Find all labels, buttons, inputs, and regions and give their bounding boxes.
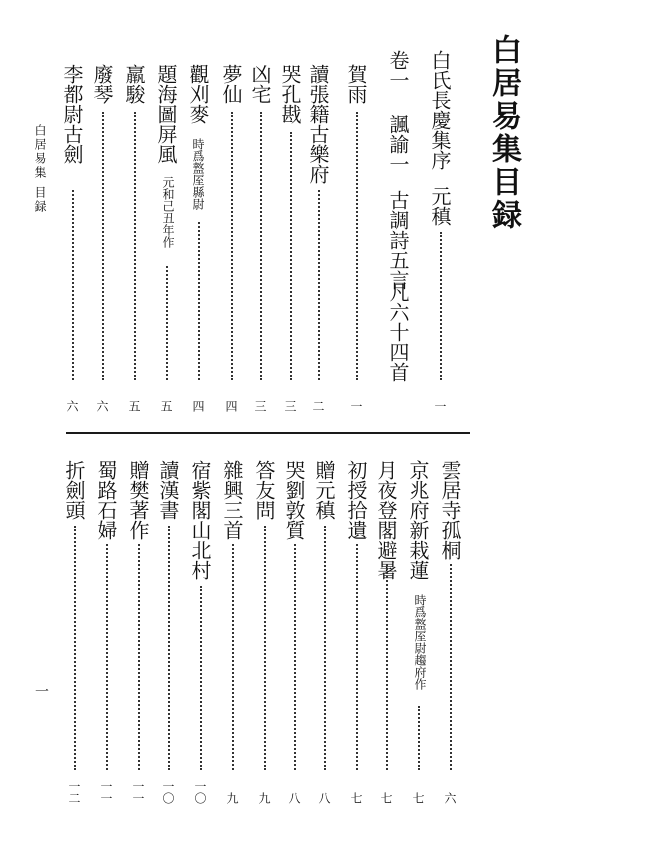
entry-page: 一〇: [193, 780, 207, 804]
preface-leader: [440, 232, 442, 380]
preface-page: 一: [433, 400, 447, 412]
juan-form: 古調詩五言: [386, 190, 410, 290]
entry-leader: [260, 112, 262, 380]
entry-page: 五: [159, 400, 173, 412]
entry-page: 八: [317, 792, 331, 804]
entry-title: 贈樊著作: [126, 460, 150, 540]
entry-page: 四: [224, 400, 238, 412]
juan-count: 凡六十四首: [386, 282, 410, 382]
entry-page: 九: [257, 792, 271, 804]
entry-page: 三: [283, 400, 297, 412]
entry-title: 凶宅: [248, 64, 272, 104]
entry-leader: [294, 544, 296, 770]
entry-leader: [134, 112, 136, 380]
entry-page: 六: [65, 400, 79, 412]
entry-title: 雜興三首: [220, 460, 244, 540]
entry-page: 一: [349, 400, 363, 412]
entry-page: 一一: [131, 780, 145, 804]
entry-page: 一二: [67, 780, 81, 804]
entry-title: 夢仙: [219, 64, 243, 104]
entry-leader: [356, 544, 358, 770]
entry-page: 五: [127, 400, 141, 412]
entry-title: 折劍頭: [62, 460, 86, 520]
running-head-section: 目録: [33, 186, 47, 214]
entry-title: 初授拾遺: [344, 460, 368, 540]
entry-leader: [106, 544, 108, 770]
entry-leader: [138, 544, 140, 770]
entry-title: 贈元稹: [312, 460, 336, 520]
entry-leader: [232, 544, 234, 770]
entry-note: 元和己丑年作: [161, 176, 175, 248]
entry-title: 京兆府新栽蓮: [406, 460, 430, 580]
entry-title: 哭孔戡: [278, 64, 302, 124]
entry-leader: [102, 112, 104, 380]
entry-leader: [318, 190, 320, 380]
entry-leader: [356, 112, 358, 380]
entry-page: 七: [411, 792, 425, 804]
entry-leader: [72, 190, 74, 380]
entry-leader: [418, 706, 420, 770]
entry-leader: [324, 526, 326, 770]
entry-leader: [74, 526, 76, 770]
entry-leader: [264, 526, 266, 770]
entry-page: 六: [95, 400, 109, 412]
entry-leader: [200, 586, 202, 770]
entry-page: 三: [253, 400, 267, 412]
entry-title: 讀漢書: [156, 460, 180, 520]
page-number: 一: [33, 684, 49, 698]
entry-page: 一〇: [161, 780, 175, 804]
register-divider: [66, 432, 470, 434]
entry-leader: [168, 526, 170, 770]
entry-page: 四: [191, 400, 205, 412]
entry-page: 七: [349, 792, 363, 804]
entry-page: 九: [225, 792, 239, 804]
entry-leader: [290, 132, 292, 380]
entry-title: 月夜登閣避暑: [374, 460, 398, 580]
entry-title: 宿紫閣山北村: [188, 460, 212, 580]
entry-title: 廢琴: [90, 64, 114, 104]
entry-page: 一一: [99, 780, 113, 804]
entry-title: 羸駿: [122, 64, 146, 104]
page-title: 白居易集目録: [486, 34, 521, 232]
entry-page: 七: [379, 792, 393, 804]
entry-title: 讀張籍古樂府: [306, 64, 330, 184]
entry-title: 蜀路石婦: [94, 460, 118, 540]
entry-leader: [198, 222, 200, 380]
running-head-book: 白居易集: [33, 124, 47, 180]
juan-label: 卷一: [386, 50, 410, 90]
entry-title: 哭劉敦質: [282, 460, 306, 540]
preface-author: 元稹: [428, 186, 452, 226]
juan-category: 諷諭一: [386, 114, 410, 174]
entry-title: 答友問: [252, 460, 276, 520]
entry-title: 賀雨: [344, 64, 368, 104]
entry-title: 李都尉古劍: [60, 64, 84, 164]
entry-page: 八: [287, 792, 301, 804]
entry-leader: [386, 564, 388, 770]
entry-page: 六: [443, 792, 457, 804]
entry-page: 二: [311, 400, 325, 412]
entry-note: 時爲盩厔尉趨府作: [413, 594, 427, 690]
entry-leader: [450, 564, 452, 770]
entry-leader: [166, 266, 168, 380]
entry-leader: [231, 112, 233, 380]
entry-title: 觀刈麥: [186, 64, 210, 124]
entry-note: 時爲盩厔縣尉: [191, 138, 205, 210]
preface-label: 白氏長慶集序: [428, 50, 452, 170]
entry-title: 雲居寺孤桐: [438, 460, 462, 560]
entry-title: 題海圖屏風: [154, 64, 178, 164]
